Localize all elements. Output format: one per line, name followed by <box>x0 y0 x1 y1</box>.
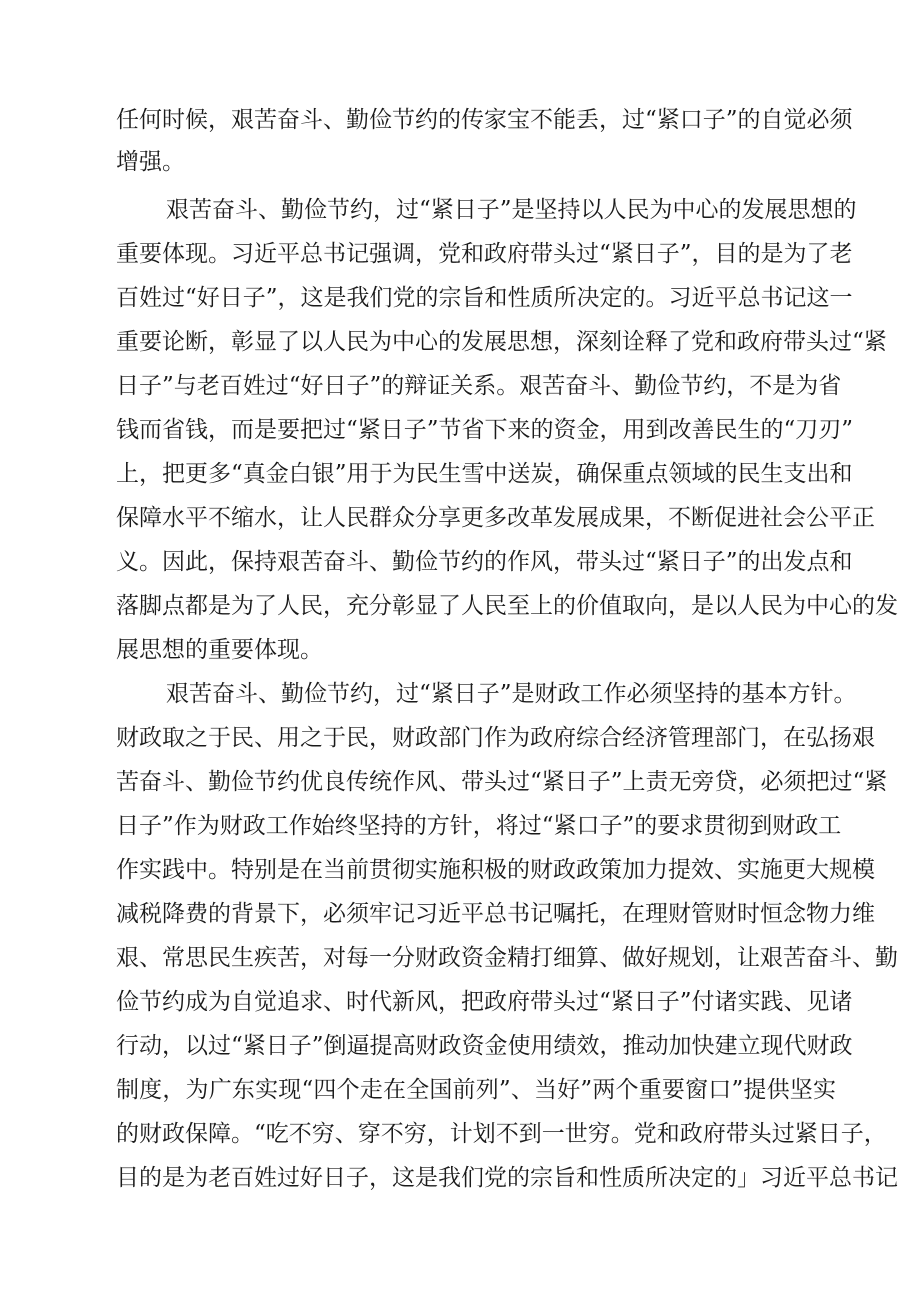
text-line: 增强。 <box>116 149 185 175</box>
text-line: 财政取之于民、用之于民，财政部门作为政府综合经济管理部门，在弘扬艰 <box>116 725 875 751</box>
text-line: 钱而省钱，而是要把过“紧日子”节省下来的资金，用到改善民生的“刀刃” <box>116 417 854 443</box>
text-line: 任何时候，艰苦奋斗、勤俭节约的传家宝不能丢，过“紧口子”的自觉必须 <box>116 107 853 133</box>
text-line: 百姓过“好日子”，这是我们党的宗旨和性质所决定的。习近平总书记这一 <box>116 285 853 311</box>
text-line: 展思想的重要体现。 <box>116 637 323 663</box>
text-line: 日子”与老百姓过“好日子”的辩证关系。艰苦奋斗、勤俭节约，不是为省 <box>116 373 842 399</box>
text-line: 俭节约成为自觉追求、时代新风，把政府带头过“紧日子”付诸实践、见诸 <box>116 989 853 1015</box>
text-line: 作实践中。特别是在当前贯彻实施积极的财政政策加力提效、实施更大规模 <box>116 857 875 883</box>
text-line: 艰、常思民生疾苦，对每一分财政资金精打细算、做好规划，让艰苦奋斗、勤 <box>116 945 898 971</box>
text-line: 重要论断，彰显了以人民为中心的发展思想，深刻诠释了党和政府带头过“紧 <box>116 329 887 355</box>
text-line: 日子”作为财政工作始终坚持的方针，将过“紧口子”的要求贯彻到财政工 <box>116 813 842 839</box>
text-line: 苦奋斗、勤俭节约优良传统作风、带头过“紧日子”上责无旁贷，必须把过“紧 <box>116 769 888 795</box>
text-line: 减税降费的背景下，必须牢记习近平总书记嘱托，在理财管财时恒念物力维 <box>116 901 875 927</box>
text-line: 落脚点都是为了人民，充分彰显了人民至上的价值取向，是以人民为中心的发 <box>116 593 898 619</box>
text-line: 制度，为广东实现“四个走在全国前列”、当好”两个重要窗口”提供坚实 <box>116 1077 836 1103</box>
text-line: 上，把更多“真金白银”用于为民生雪中送炭，确保重点领域的民生支出和 <box>116 461 853 487</box>
paragraph-first-line: 艰苦奋斗、勤俭节约，过“紧日子”是财政工作必须坚持的基本方针。 <box>166 681 857 707</box>
text-line: 目的是为老百姓过好日子，这是我们党的宗旨和性质所决定的」习近平总书记 <box>116 1165 898 1191</box>
text-line: 义。因此，保持艰苦奋斗、勤俭节约的作风，带头过“紧日子”的出发点和 <box>116 549 853 575</box>
text-line: 的财政保障。“吃不穷、穿不穷，计划不到一世穷。党和政府带头过紧日子， <box>116 1121 887 1147</box>
paragraph-first-line: 艰苦奋斗、勤俭节约，过“紧日子”是坚持以人民为中心的发展思想的 <box>166 197 857 223</box>
text-line: 保障水平不缩水，让人民群众分享更多改革发展成果，不断促进社会公平正 <box>116 505 875 531</box>
text-line: 行动，以过“紧日子”倒逼提高财政资金使用绩效，推动加快建立现代财政 <box>116 1033 853 1059</box>
text-line: 重要体现。习近平总书记强调，党和政府带头过“紧日子”，目的是为了老 <box>116 241 853 267</box>
